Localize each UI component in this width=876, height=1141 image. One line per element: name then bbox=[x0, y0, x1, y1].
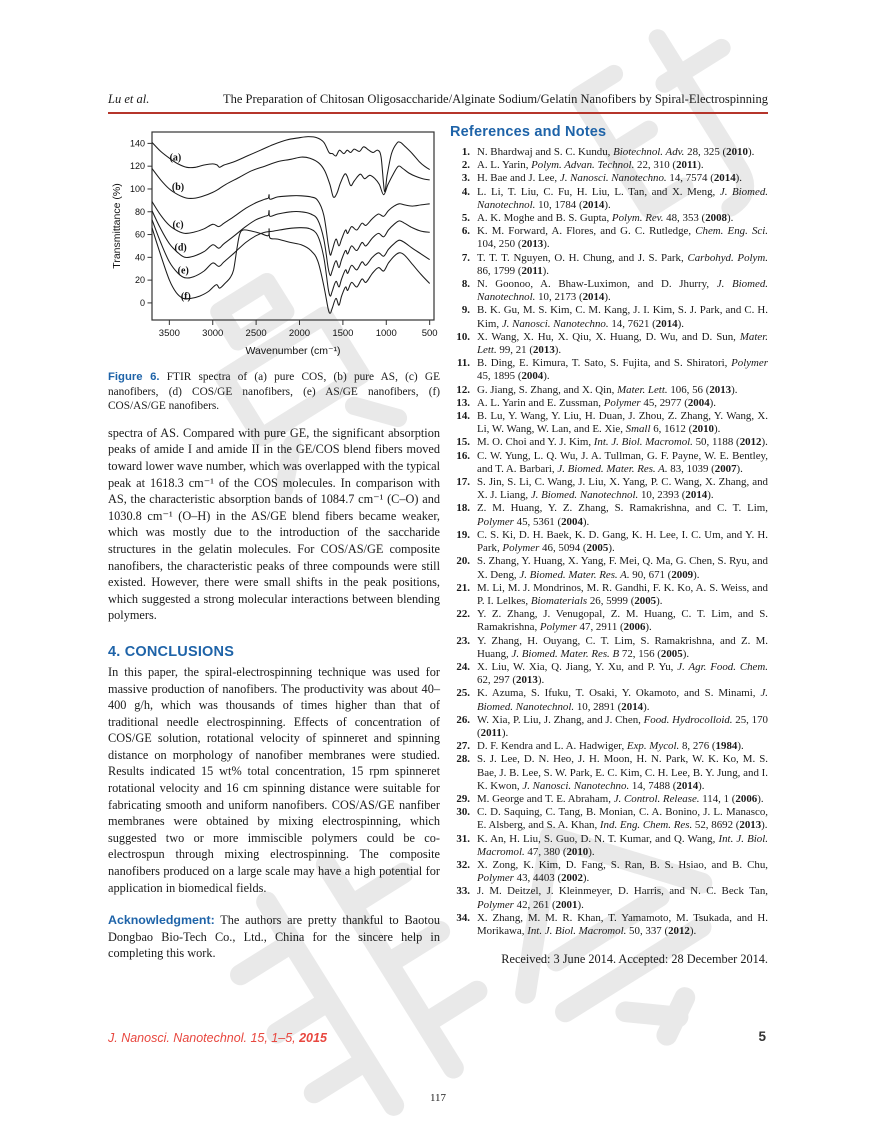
svg-text:1500: 1500 bbox=[332, 328, 354, 339]
reference-number: 21. bbox=[456, 581, 470, 594]
received-line: Received: 3 June 2014. Accepted: 28 December 2014. bbox=[501, 952, 768, 967]
svg-text:60: 60 bbox=[134, 229, 145, 240]
reference-text: D. F. Kendra and L. A. Hadwiger, Exp. Mycol. 8, 276 (1984). bbox=[477, 740, 744, 753]
reference-text: K. An, H. Liu, S. Guo, D. N. T. Kumar, and Q. Wang, Int. J. Biol. Macromol. 47, 380 (2010). bbox=[477, 832, 768, 858]
running-author: Lu et al. bbox=[108, 92, 150, 106]
reference-item bbox=[450, 476, 768, 502]
reference-number: 24. bbox=[456, 660, 470, 673]
reference-number: 19. bbox=[456, 528, 470, 541]
reference-number: 13. bbox=[456, 396, 470, 409]
reference-item bbox=[450, 186, 768, 212]
reference-item bbox=[450, 635, 768, 661]
reference-text: A. L. Yarin, Polym. Advan. Technol. 22, 310 (2011). bbox=[477, 159, 704, 172]
reference-text: S. Jin, S. Li, C. Wang, J. Liu, X. Yang, P. C. Wang, X. Zhang, and X. J. Liang, J. Biomed. Nanotechnol. 10, 2393 (2014). bbox=[477, 476, 768, 502]
svg-text:3500: 3500 bbox=[158, 328, 180, 339]
reference-text: W. Xia, P. Liu, J. Zhang, and J. Chen, Food. Hydrocolloid. 25, 170 (2011). bbox=[477, 713, 768, 739]
reference-item bbox=[450, 582, 768, 608]
acknowledgment-label: Acknowledgment: bbox=[108, 913, 215, 928]
reference-number: 31. bbox=[456, 832, 470, 845]
reference-item bbox=[450, 859, 768, 885]
svg-text:(e): (e) bbox=[177, 265, 189, 277]
reference-number: 3. bbox=[461, 172, 470, 185]
reference-text: L. Li, T. Liu, C. Fu, H. Liu, L. Tan, and X. Meng, J. Biomed. Nanotechnol. 10, 1784 (2014). bbox=[477, 185, 768, 211]
reference-item bbox=[450, 555, 768, 581]
reference-item bbox=[450, 529, 768, 555]
reference-number: 18. bbox=[456, 502, 470, 515]
reference-text: X. Zhang, M. M. R. Khan, T. Yamamoto, M. Tsukada, and H. Morikawa, Int. J. Biol. Macromol. 50, 337 (2012). bbox=[477, 911, 768, 937]
reference-text: C. S. Ki, D. H. Baek, K. D. Gang, K. H. Lee, I. C. Um, and Y. H. Park, Polymer 46, 5094 (2005). bbox=[477, 528, 768, 555]
svg-text:0: 0 bbox=[139, 297, 145, 308]
reference-item bbox=[450, 212, 768, 225]
svg-text:(d): (d) bbox=[174, 242, 187, 254]
left-column bbox=[108, 124, 440, 962]
reference-text: J. M. Deitzel, J. Kleinmeyer, D. Harris, and N. C. Beck Tan, Polymer 42, 261 (2001). bbox=[477, 885, 768, 911]
svg-text:20: 20 bbox=[134, 275, 145, 286]
reference-item bbox=[450, 252, 768, 278]
reference-text: Z. M. Huang, Y. Z. Zhang, S. Ramakrishna, and C. T. Lim, Polymer 45, 5361 (2004). bbox=[477, 502, 768, 528]
reference-text: X. Zong, K. Kim, D. Fang, S. Ran, B. S. Hsiao, and B. Chu, Polymer 43, 4403 (2002). bbox=[477, 858, 768, 885]
reference-item bbox=[450, 172, 768, 185]
svg-text:1000: 1000 bbox=[375, 328, 397, 339]
acknowledgment-text: The authors are pretty thankful to Baotou Dongbao Bio-Tech Co., Ltd., China for the sincere help in completing this work. bbox=[108, 913, 440, 961]
svg-text:2500: 2500 bbox=[245, 328, 267, 339]
reference-number: 5. bbox=[461, 212, 470, 225]
reference-number: 1. bbox=[461, 146, 470, 158]
reference-number: 7. bbox=[461, 251, 470, 264]
reference-number: 33. bbox=[456, 885, 470, 898]
running-title: The Preparation of Chitosan Oligosaccharide/Alginate Sodium/Gelatin Nanofibers by Spiral-Electrospinning bbox=[222, 92, 768, 106]
reference-number: 12. bbox=[456, 383, 470, 396]
reference-number: 27. bbox=[456, 740, 470, 753]
reference-item bbox=[450, 304, 768, 330]
reference-item bbox=[450, 146, 768, 159]
references-list bbox=[450, 146, 768, 938]
reference-number: 6. bbox=[461, 225, 470, 238]
reference-number: 30. bbox=[456, 806, 470, 819]
reference-number: 26. bbox=[456, 713, 470, 726]
svg-text:Transmittance (%): Transmittance (%) bbox=[111, 183, 123, 269]
reference-item bbox=[450, 608, 768, 634]
reference-text: M. O. Choi and Y. J. Kim, Int. J. Biol. Macromol. 50, 1188 (2012). bbox=[477, 436, 768, 449]
svg-text:500: 500 bbox=[421, 328, 438, 339]
reference-text: Y. Z. Zhang, J. Venugopal, Z. M. Huang, C. T. Lim, and S. Ramakrishna, Polymer 47, 2911 (2006). bbox=[477, 608, 768, 634]
page-header bbox=[108, 92, 768, 114]
svg-text:(f): (f) bbox=[180, 291, 191, 303]
reference-number: 4. bbox=[461, 185, 470, 198]
reference-text: X. Liu, W. Xia, Q. Jiang, Y. Xu, and P. Yu, J. Agr. Food. Chem. 62, 297 (2013). bbox=[477, 660, 768, 687]
svg-text:80: 80 bbox=[134, 206, 145, 217]
figure-caption-label: Figure 6. bbox=[108, 371, 160, 383]
reference-text: A. L. Yarin and E. Zussman, Polymer 45, 2977 (2004). bbox=[477, 396, 716, 409]
reference-text: M. Li, M. J. Mondrinos, M. R. Gandhi, F. K. Ko, A. S. Weiss, and P. I. Lelkes, Biomaterials 26, 5999 (2005). bbox=[477, 581, 768, 607]
reference-text: C. W. Yung, L. Q. Wu, J. A. Tullman, G. F. Payne, W. E. Bentley, and T. A. Barbari, J. Biomed. Mater. Res. A. 83, 1039 (2007). bbox=[477, 449, 768, 475]
reference-item bbox=[450, 793, 768, 806]
reference-number: 34. bbox=[456, 911, 470, 924]
reference-number: 23. bbox=[456, 634, 470, 647]
reference-item bbox=[450, 384, 768, 397]
reference-item bbox=[450, 912, 768, 938]
reference-text: H. Bae and J. Lee, J. Nanosci. Nanotechno. 14, 7574 (2014). bbox=[477, 172, 742, 185]
reference-number: 28. bbox=[456, 753, 470, 766]
svg-text:40: 40 bbox=[134, 252, 145, 263]
reference-text: B. Ding, E. Kimura, T. Sato, S. Fujita, and S. Shiratori, Polymer 45, 1895 (2004). bbox=[477, 357, 768, 383]
reference-text: S. J. Lee, D. N. Heo, J. H. Moon, H. N. Park, W. K. Ko, M. S. Bae, J. B. Lee, S. W. Park, E. C. Kim, C. H. Lee, B. Y. Jung, and I. K. Kwon, J. Nanosci. Nanotechno. 14, 7488 (2014). bbox=[477, 753, 768, 792]
references-heading: References and Notes bbox=[450, 124, 607, 140]
reference-text: T. T. T. Nguyen, O. H. Chung, and J. S. Park, Carbohyd. Polym. 86, 1799 (2011). bbox=[477, 251, 768, 277]
reference-item bbox=[450, 502, 768, 528]
reference-item bbox=[450, 661, 768, 687]
reference-item bbox=[450, 278, 768, 304]
figure-caption-text: FTIR spectra of (a) pure COS, (b) pure AS, (c) GE nanofibers, (d) COS/GE nanofibers, (e) AS/GE nanofibers, (f) COS/AS/GE nanofibers. bbox=[108, 371, 440, 413]
reference-number: 29. bbox=[456, 792, 470, 805]
reference-item bbox=[450, 357, 768, 383]
reference-number: 22. bbox=[456, 608, 470, 621]
reference-number: 25. bbox=[456, 687, 470, 700]
reference-number: 10. bbox=[456, 330, 470, 343]
reference-item bbox=[450, 450, 768, 476]
reference-number: 2. bbox=[461, 159, 470, 172]
reference-text: S. Zhang, Y. Huang, X. Yang, F. Mei, Q. Ma, G. Chen, S. Ryu, and X. Deng, J. Biomed. Mater. Res. A. 90, 671 (2009). bbox=[477, 555, 768, 581]
reference-number: 17. bbox=[456, 476, 470, 489]
reference-item bbox=[450, 225, 768, 251]
reference-text: K. Azuma, S. Ifuku, T. Osaki, Y. Okamoto, and S. Minami, J. Biomed. Nanotechnol. 10, 2891 (2014). bbox=[477, 687, 768, 713]
reference-item bbox=[450, 436, 768, 449]
reference-item bbox=[450, 753, 768, 793]
reference-number: 16. bbox=[456, 449, 470, 462]
reference-text: B. K. Gu, M. S. Kim, C. M. Kang, J. I. Kim, S. J. Park, and C. H. Kim, J. Nanosci. Nanotechno. 14, 7621 (2014). bbox=[477, 304, 768, 330]
reference-item bbox=[450, 833, 768, 859]
reference-item bbox=[450, 410, 768, 436]
svg-text:(c): (c) bbox=[172, 219, 184, 231]
body-paragraph: spectra of AS. Compared with pure GE, the significant absorption peaks of amide I and amide II in the GE/COS blend fibers moved toward lower wave number, which was overlapped with the typical peak at 1618.3 cm⁻¹ of the COS molecules. In comparison with AS, the characteristic absorption bands of 1084.7 cm⁻¹ (C–O) and 1030.8 cm⁻¹ (O–H) in the AS/GE blend fibers became weaker, which was mostly due to the introduction of the saccharide structures in the gelatin molecules. For COS/AS/GE composite nanofibers, the characteristic peaks of three compounds were still existed. However, there were small shifts in the peak positions, which suggested a strong molecular interactions between blending polymers. bbox=[108, 425, 440, 623]
reference-text: X. Wang, X. Hu, X. Qiu, X. Huang, D. Wu, and D. Sun, Mater. Lett. 99, 21 (2013). bbox=[477, 330, 768, 357]
right-column bbox=[450, 124, 768, 967]
reference-item bbox=[450, 397, 768, 410]
bottom-page-number: 117 bbox=[429, 1092, 447, 1104]
reference-item bbox=[450, 806, 768, 832]
reference-item bbox=[450, 687, 768, 713]
svg-text:(a): (a) bbox=[169, 152, 182, 164]
reference-item bbox=[450, 885, 768, 911]
reference-number: 14. bbox=[456, 410, 470, 423]
svg-text:140: 140 bbox=[129, 138, 145, 149]
reference-text: K. M. Forward, A. Flores, and G. C. Rutledge, Chem. Eng. Sci. 104, 250 (2013). bbox=[477, 225, 768, 251]
svg-text:Wavenumber (cm⁻¹): Wavenumber (cm⁻¹) bbox=[245, 345, 341, 357]
reference-text: N. Bhardwaj and S. C. Kundu, Biotechnol. Adv. 28, 325 (2010). bbox=[477, 146, 755, 158]
reference-text: Y. Zhang, H. Ouyang, C. T. Lim, S. Ramakrishna, and Z. M. Huang, J. Biomed. Mater. Res. B 72, 156 (2005). bbox=[477, 634, 768, 660]
svg-text:100: 100 bbox=[129, 183, 145, 194]
reference-number: 8. bbox=[461, 278, 470, 291]
reference-text: C. D. Saquing, C. Tang, B. Monian, C. A. Bonino, J. L. Manasco, E. Alsberg, and S. A. Khan, Ind. Eng. Chem. Res. 52, 8692 (2013). bbox=[477, 806, 768, 832]
reference-item bbox=[450, 331, 768, 357]
figure-caption bbox=[108, 370, 440, 414]
reference-text: M. George and T. E. Abraham, J. Control. Release. 114, 1 (2006). bbox=[477, 792, 764, 805]
figure-6 bbox=[108, 124, 440, 414]
reference-text: A. K. Moghe and B. S. Gupta, Polym. Rev. 48, 353 (2008). bbox=[477, 212, 734, 225]
conclusions-paragraph: In this paper, the spiral-electrospinning technique was used for massive production of nanofibers. The productivity was about 40–400 g/h, which was thousands of times higher than that of traditional needle electrospinning. Effects of concentration of COS/GE solution, rotational velocity of spinneret and spinning distance on morphology of nanofiber membranes were studied. Results indicated 15 wt% total concentration, 15 rpm spinneret rotational velocity and 16 cm spinning distance were suitable for fabricating smooth and uniform nanofibers. COS/AS/GE nanfiber membranes were obtained by mixing electrospinning, which suggested two or more immiscible polymers could be co-electrospun through mixing electrospinning. The composite nanofibers produced on a large scale may have a high potential for application in biomedical fields. bbox=[108, 664, 440, 895]
acknowledgment-paragraph bbox=[108, 912, 440, 962]
svg-text:2000: 2000 bbox=[288, 328, 311, 339]
reference-text: G. Jiang, S. Zhang, and X. Qin, Mater. Lett. 106, 56 (2013). bbox=[477, 383, 738, 396]
ftir-chart bbox=[108, 124, 440, 364]
reference-number: 11. bbox=[456, 357, 470, 370]
reference-item bbox=[450, 714, 768, 740]
reference-text: B. Lu, Y. Wang, Y. Liu, H. Duan, J. Zhou, Z. Zhang, Y. Wang, X. Li, W. Wang, W. Lan, and E. Xie, Small 6, 1612 (2010). bbox=[477, 410, 768, 436]
conclusions-heading: 4. CONCLUSIONS bbox=[108, 643, 235, 660]
svg-text:(b): (b) bbox=[171, 182, 185, 194]
svg-text:120: 120 bbox=[129, 161, 145, 172]
reference-item bbox=[450, 740, 768, 753]
svg-text:3000: 3000 bbox=[202, 328, 224, 339]
reference-number: 15. bbox=[456, 436, 470, 449]
reference-number: 20. bbox=[456, 555, 470, 568]
reference-number: 9. bbox=[461, 304, 470, 317]
reference-item bbox=[450, 159, 768, 172]
reference-number: 32. bbox=[456, 858, 470, 871]
journal-citation: J. Nanosci. Nanotechnol. 15, 1–5, 2015 bbox=[108, 1031, 327, 1045]
reference-text: N. Goonoo, A. Bhaw-Luximon, and D. Jhurry, J. Biomed. Nanotechnol. 10, 2173 (2014). bbox=[477, 278, 768, 304]
page-number: 5 bbox=[758, 1029, 766, 1044]
